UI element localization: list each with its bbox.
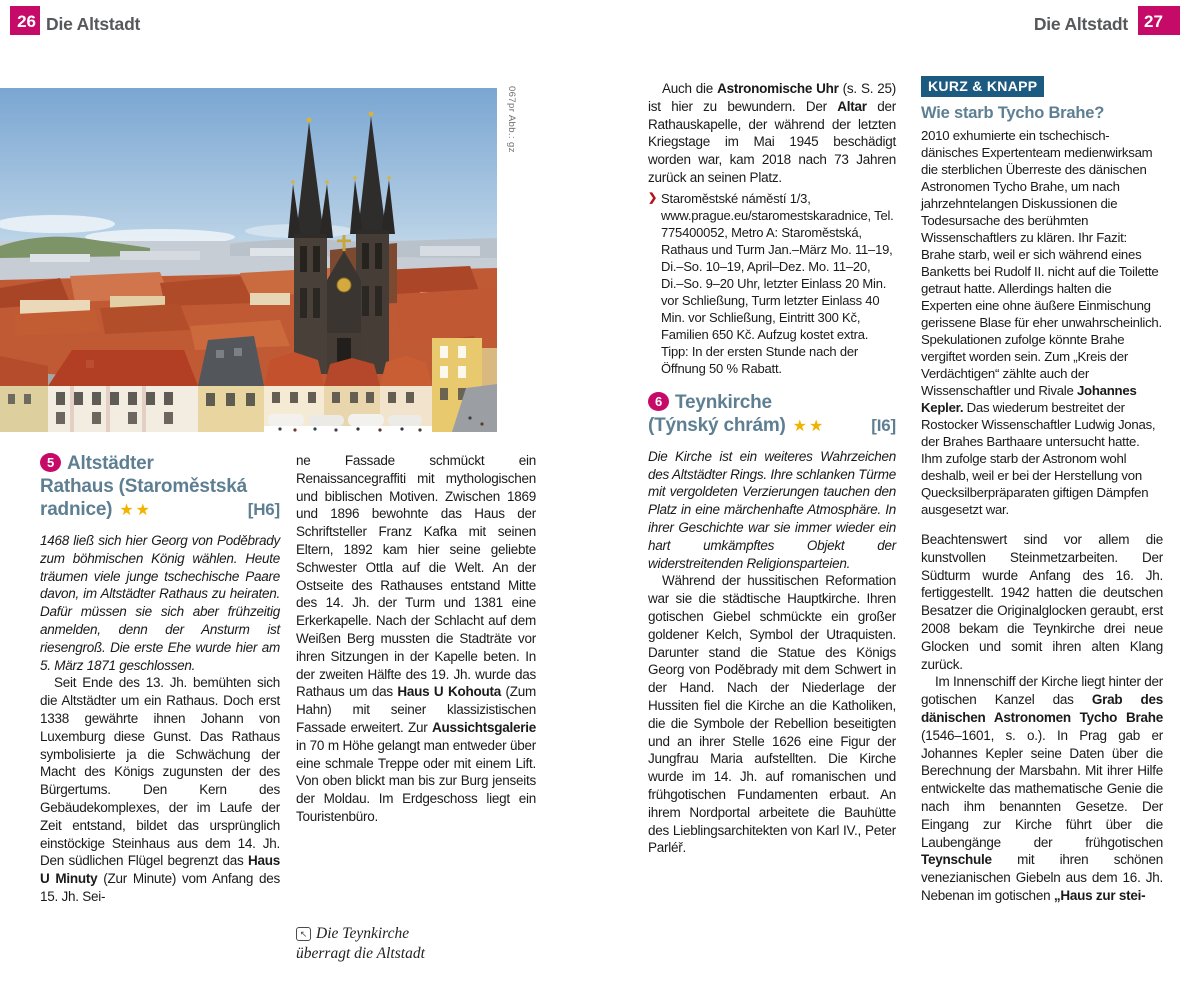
rathaus-heading xyxy=(40,452,280,522)
teynkirche-paragraph-3: Im Innenschiff der Kirche liegt hinter der gotischen Kanzel das Grab des dänischen Astronomen Tycho Brahe (1546–1601, s. o.). In Prag gab er Johannes Kepler seine Daten über die Berechnung der Marsbahn. Mit ihrer Hilfe entwickelte das mathematische Genie die nach ihm benannten Gesetze. Der Eingang zur Kirche führt über die Laubengänge der frühgotischen Teynschule mit ihren schönen venezianischen Giebeln aus dem 16. Jh. Nebenan im gotischen „Haus zur stei- xyxy=(921,674,1163,903)
map-reference: [H6] xyxy=(247,500,280,519)
teynkirche-paragraph-2: Beachtenswert sind vor allem die kunstvollen Steinmetzarbeiten. Der Südturm wurde Anfang des 16. Jh. fertiggestellt. 1942 hatten die deutschen Besatzer die Originalglocken geraubt, erst 2008 bekam die Teynkirche drei neue Glocken und somit ihren alten Klang zurück. xyxy=(921,532,1163,672)
kurz-knapp-text: 2010 exhumierte ein tschechisch-dänisches Expertenteam medienwirksam die sterblichen Überreste des dänischen Astronomen Tycho Brahe, um nach jahrzehntelangen Diskussionen die Todesursache des berühmten Wissenschaftlers zu klären. Ihr Fazit: Brahe starb, weil er sich während eines Banketts bei Rudolf II. nicht auf die Toilette getraut hatte. Allerdings halten die Experten eine ohne äußere Einmischung gerissene Blase für eher unwahrscheinlich. Spekulationen zufolge könnte Brahe vergiftet worden sein. Zum „Kreis der Verdächtigen“ zählte auch der Wissenschaftler und Rivale Johannes Kepler. Das wiederum bestreitet der Rostocker Wissenschaftler Ludwig Jonas, der Brahes Barthaare untersucht hatte. Ihm zufolge starb der Astronom wohl deshalb, weil er bei der Herstellung von Quecksilberpräparaten giftigen Dämpfen ausgesetzt war. xyxy=(921,128,1162,517)
section-title-left: Die Altstadt xyxy=(46,14,141,34)
photo-credit: 067pr Abb.: gz xyxy=(506,86,517,153)
teynkirche-title: Teynkirche (Týnský chrám) xyxy=(648,391,786,436)
rathaus-intro: 1468 ließ sich hier Georg von Poděbrady zum böhmischen König wählen. Heute träumen viele junge tschechische Paare davon, im Altstädter Rathaus zu heiraten. Dafür müssen sie sich aber frühzeitig anmelden, denn der Ansturm ist riesengroß. Die erste Ehe wurde hier am 5. März 1871 geschlossen. xyxy=(40,533,280,673)
tyn-church-illustration xyxy=(0,88,497,432)
rathaus-col1 xyxy=(40,452,280,964)
right-column xyxy=(921,76,1163,905)
rathaus-info-block xyxy=(648,190,896,377)
rathaus-article xyxy=(40,452,536,964)
rathaus-info-text: Staroměstské náměstí 1/3, www.prague.eu/staromestskaradnice, Tel. 775400052, Metro A: Staroměstská, Rathaus und Turm Jan.–März Mo. 11–19, Di.–So. 10–19, April–Dez. Mo. 11–20, Di.–So. 9–20 Uhr, letzter Einlass 20 Min. vor Schließung, Turm letzter Einlass 40 Min. vor Schließung, Eintritt 300 Kč, Familien 650 Kč. Aufzug kostet extra. Tipp: In der ersten Stunde nach der Öffnung 50 % Rabatt. xyxy=(661,190,894,376)
teynkirche-paragraph-1: Während der hussitischen Reformation war sie die städtische Hauptkirche. Ihren gotischen Giebel schmückte ein großer goldener Kelch, Symbol der Utraquisten. Darunter stand die Statue des Königs Georg von Poděbrady mit dem Schwert in der Hand. Nach der Niederlage der Hussiten fiel die Kirche an die Katholiken, die die Symbole der Rebellion beseitigten und an ihrer Stelle 1626 eine Figur der Jungfrau Maria aufstellten. Die Kirche wurde im 14. Jh. auf romanischen und frühgotischen Fundamenten erbaut. An ihrem Nordportal arbeitete die Bauhütte des Lieblingsarchitekten von Karl IV., Peter Parléř. xyxy=(648,573,896,856)
photo-caption: ↖ Die Teynkirche überragt die Altstadt xyxy=(296,925,425,962)
map-reference: [I6] xyxy=(871,415,896,435)
photo-reference-icon: ↖ xyxy=(296,927,311,941)
rating-stars: ★★ xyxy=(792,417,826,435)
page-number-right: 27 xyxy=(1138,6,1180,35)
astronomische-uhr-paragraph: Auch die Astronomische Uhr (s. S. 25) ist hier zu bewundern. Der Altar der Rathauskapelle, der während der letzten Kriegstage im Mai 1945 beschädigt worden war, kam 2018 nach 73 Jahren zurück an seinen Platz. xyxy=(648,81,896,185)
entry-number-badge: 6 xyxy=(648,392,669,411)
info-chevron-icon: ❯ xyxy=(648,191,658,204)
page-number-left: 26 xyxy=(10,6,40,35)
kurz-knapp-box xyxy=(921,76,1163,518)
teynkirche-continuation xyxy=(921,531,1163,905)
prague-oldtown-photo xyxy=(0,88,497,432)
kurz-knapp-title: Wie starb Tycho Brahe? xyxy=(921,104,1105,122)
kurz-knapp-label: KURZ & KNAPP xyxy=(921,76,1044,97)
teynkirche-heading xyxy=(648,391,896,438)
rathaus-paragraph-1: Seit Ende des 13. Jh. bemühten sich die Altstädter um ein Rathaus. Doch erst 1338 gewährte ihnen Johann von Luxemburg diese Gunst. Das Rathaus symbolisierte ja die Schwächung der Macht des Königs zugunsten der des Bürgertums. Den Kern des Gebäudekomplexes, der im Laufe der Zeit entstand, bildet das ursprünglich einstöckige Steinhaus aus dem 14. Jh. Den südlichen Flügel begrenzt das Haus U Minuty (Zur Minute) vom Anfang des 15. Jh. Sei- xyxy=(40,675,280,904)
rathaus-paragraph-2: ne Fassade schmückt ein Renaissancegraffiti mit mythologischen und biblischen Motiven. Zwischen 1869 und 1896 bewohnte das Haus der Schriftsteller Franz Kafka mit seinen Eltern, 1892 kam hier seine geliebte Schwester Ottla auf die Welt. An der Ostseite des Rathauses entstand Mitte des 14. Jh. der Turm und 1381 eine Erkerkapelle. Nach der Schlacht auf dem Weißen Berg mussten die Stadträte vor ihren Sitzungen in der Kapelle beten. In der zweiten Hälfte des 19. Jh. wurde das Rathaus um das Haus U Kohouta (Zum Hahn) mit seiner klassizistischen Fassade erweitert. Zur Aussichtsgalerie in 70 m Höhe gelangt man entweder über eine schmale Treppe oder mit einem Lift. Von oben blickt man bis zur Burg jenseits der Moldau. Im Erdgeschoss liegt ein Touristenbüro. xyxy=(296,453,536,824)
rathaus-title: Altstädter Rathaus (Staroměstská radnice) xyxy=(40,453,247,520)
teynkirche-intro: Die Kirche ist ein weiteres Wahrzeichen des Altstädter Rings. Ihre schlanken Türme mit vergoldeten Verzierungen tauchen den Platz in eine märchenhafte Atmosphäre. In ihrer Geschichte war sie immer wieder ein hart umkämpftes Objekt der widerstreitenden Religionsparteien. xyxy=(648,448,896,571)
rating-stars: ★★ xyxy=(119,502,153,519)
middle-column xyxy=(648,80,896,857)
entry-number-badge: 5 xyxy=(40,453,61,472)
rathaus-col2 xyxy=(296,452,536,964)
section-title-right: Die Altstadt xyxy=(1033,14,1128,34)
